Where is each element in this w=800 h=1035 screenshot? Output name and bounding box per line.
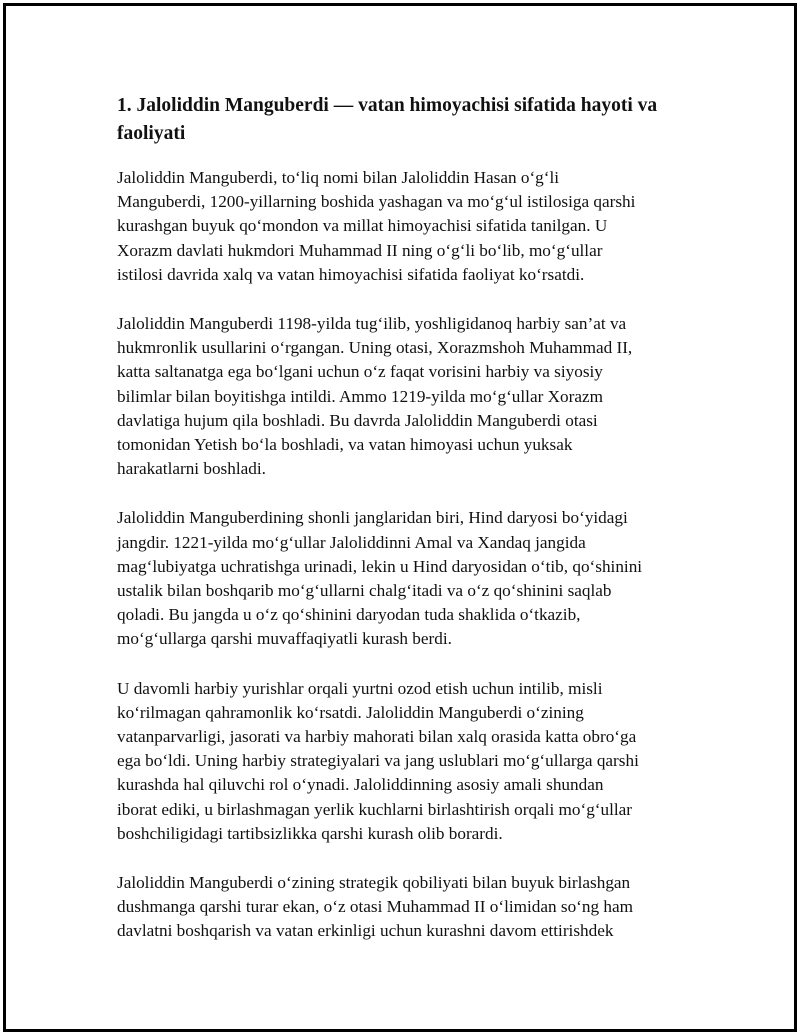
paragraph-5: Jaloliddin Manguberdi o‘zining strategik qobiliyati bilan buyuk birlashgan dushmanga qarshi turar ekan, o‘z otasi Muhammad II o‘limidan so‘ng ham davlatni boshqarish va vatan erkinligi uchun kurashni davom ettirishdek — [117, 873, 633, 941]
paragraph-1: Jaloliddin Manguberdi, to‘liq nomi bilan Jaloliddin Hasan o‘g‘li Manguberdi, 1200-yillarning boshida yashagan va mo‘g‘ul istilosiga qarshi kurashgan buyuk qo‘mondon va millat himoyachisi sifatida tanilgan. U Xorazm davlati hukmdori Muhammad II ning o‘g‘li bo‘lib, mo‘g‘ullar istilosi davrida xalq va vatan himoyachisi sifatida faoliyat ko‘rsatdi. — [117, 168, 636, 284]
paragraph-4: U davomli harbiy yurishlar orqali yurtni ozod etish uchun intilib, misli ko‘rilmagan qahramonlik ko‘rsatdi. Jaloliddin Manguberdi o‘zining vatanparvarligi, jasorati va harbiy mahorati bilan xalq orasida katta obro‘ga ega bo‘ldi. Uning harbiy strategiyalari va jang uslublari mo‘g‘ullarga qarshi kurashda hal qiluvchi rol o‘ynadi. Jaloliddinning asosiy amali shundan iborat ediki, u birlashmagan yerlik kuchlarni birlashtirish orqali mo‘g‘ullar boshchiligidagi tartibsizlikka qarshi kurash olib borardi. — [117, 678, 639, 843]
document-body — [117, 92, 687, 969]
paragraph-3: Jaloliddin Manguberdining shonli janglaridan biri, Hind daryosi bo‘yidagi jangdir. 1221-yilda mo‘g‘ullar Jaloliddinni Amal va Xandaq jangida mag‘lubiyatga uchratishga urinadi, lekin u Hind daryosidan o‘tib, qo‘shinini ustalik bilan boshqarib mo‘g‘ullarni chalg‘itadi va o‘z qo‘shinini saqlab qoladi. Bu jangda u o‘z qo‘shinini daryodan tuda shaklida o‘tkazib, mo‘g‘ullarga qarshi muvaffaqiyatli kurash berdi. — [117, 508, 643, 649]
document-title: 1. Jaloliddin Manguberdi — vatan himoyachisi sifatida hayoti va faoliyati — [117, 95, 658, 144]
paragraph-2: Jaloliddin Manguberdi 1198-yilda tug‘ilib, yoshligidanoq harbiy san’at va hukmronlik usullarini o‘rgangan. Uning otasi, Xorazmshoh Muhammad II, katta saltanatga ega bo‘lgani uchun o‘z faqat vorisini harbiy va siyosiy bilimlar bilan boyitishga intildi. Ammo 1219-yilda mo‘g‘ullar Xorazm davlatiga hujum qila boshladi. Bu davrda Jaloliddin Manguberdi otasi tomonidan Yetish bo‘la boshladi, va vatan himoyasi uchun yuksak harakatlarni boshladi. — [117, 314, 633, 479]
